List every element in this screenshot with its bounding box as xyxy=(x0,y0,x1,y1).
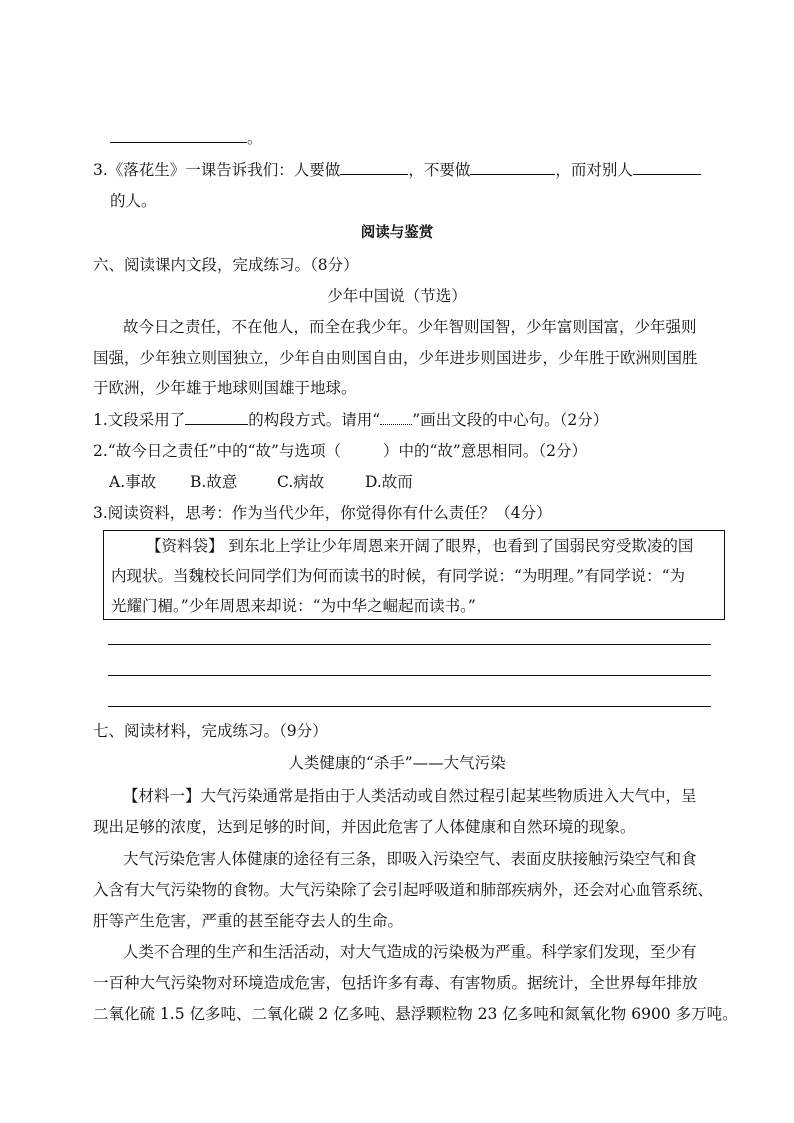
wavy-underline-icon xyxy=(380,410,412,425)
question-1 xyxy=(93,410,608,430)
paragraph-line: 一百种大气污染物对环境造成危害，包括许多有毒、有害物质。据统计，全世界每年排放 xyxy=(93,974,698,992)
passage-title: 人类健康的“杀手”——大气污染 xyxy=(288,754,506,772)
question-2 xyxy=(93,441,587,461)
paragraph-line: 肝等产生危害，严重的甚至能夺去人的生命。 xyxy=(93,912,404,930)
paragraph-line: 二氧化硫 1.5 亿多吨、二氧化碳 2 亿多吨、悬浮颗粒物 23 亿多吨和氮氧化物 6900 多万吨。 xyxy=(93,1005,738,1023)
prev-answer-line xyxy=(110,128,263,148)
material-line: 【资料袋】 到东北上学让少年周恩来开阔了眼界，也看到了国弱民穷受欺凌的国 xyxy=(146,537,694,555)
section-6-title: 六、阅读课内文段，完成练习。（8分） xyxy=(93,256,359,274)
answer-blank[interactable] xyxy=(110,128,247,143)
paragraph-line: 现出足够的浓度，达到足够的时间，并因此危害了人体健康和自然环境的现象。 xyxy=(93,818,636,836)
question-text: ”画出文段的中心句。（2分） xyxy=(412,411,609,429)
material-box xyxy=(103,530,725,620)
passage-line: 故今日之责任，不在他人，而全在我少年。少年智则国智，少年富则国富，少年强则 xyxy=(123,318,697,336)
answer-blank[interactable] xyxy=(340,160,408,175)
answer-line[interactable] xyxy=(108,644,711,645)
answer-blank[interactable] xyxy=(185,410,248,425)
option-b[interactable]: B.故意 xyxy=(190,473,238,491)
material-line: 光耀门楣。”少年周恩来却说：“为中华之崛起而读书。” xyxy=(111,597,476,615)
answer-blank[interactable] xyxy=(470,160,555,175)
line-end: 。 xyxy=(247,129,263,147)
option-a[interactable]: A.事故 xyxy=(109,473,157,491)
material-line: 内现状。当魏校长问同学们为何而读书的时候，有同学说：“为明理。”有同学说：“为 xyxy=(111,567,686,585)
paragraph-line: 入含有大气污染物的食物。大气污染除了会引起呼吸道和肺部疾病外，还会对心血管系统、 xyxy=(93,881,714,899)
question-text: 1.文段采用了 xyxy=(93,411,186,429)
question-text: ，而对别人 xyxy=(555,161,633,179)
reading-heading: 阅读与鉴赏 xyxy=(360,224,434,241)
paragraph-line: 大气污染危害人体健康的途径有三条，即吸入污染空气、表面皮肤接触污染空气和食 xyxy=(123,850,697,868)
question-text: 的构段方式。请用“ xyxy=(248,411,381,429)
paragraph-line: 【材料一】大气污染通常是指由于人类活动或自然过程引起某些物质进入大气中，呈 xyxy=(123,787,697,805)
passage-title: 少年中国说（节选） xyxy=(327,287,467,305)
option-d[interactable]: D.故而 xyxy=(365,473,413,491)
paragraph-line: 人类不合理的生产和生活活动，对大气造成的污染极为严重。科学家们发现，至少有 xyxy=(123,943,697,961)
question-3-responsibility: 3.阅读资料，思考：作为当代少年，你觉得你有什么责任？（4分） xyxy=(93,504,552,522)
option-c[interactable]: C.病故 xyxy=(277,473,325,491)
question-text: ）中的“故”意思相同。（2分） xyxy=(383,442,587,460)
question-text: 2.“故今日之责任”中的“故”与选项（ xyxy=(93,442,341,460)
passage-line: 国强，少年独立则国独立，少年自由则国自由，少年进步则国进步，少年胜于欧洲则国胜 xyxy=(93,349,698,367)
question-text: 《落花生》一课告诉我们：人要做 xyxy=(107,161,341,179)
section-7-title: 七、阅读材料，完成练习。（9分） xyxy=(93,722,328,740)
question-3-continuation: 的人。 xyxy=(110,192,157,210)
answer-blank[interactable] xyxy=(633,160,701,175)
question-text: ，不要做 xyxy=(408,161,471,179)
question-number: 3. xyxy=(93,161,108,179)
answer-line[interactable] xyxy=(108,675,711,676)
question-3-luohuasheng xyxy=(93,160,701,180)
passage-line: 于欧洲，少年雄于地球则国雄于地球。 xyxy=(93,379,357,397)
answer-line[interactable] xyxy=(108,706,711,707)
